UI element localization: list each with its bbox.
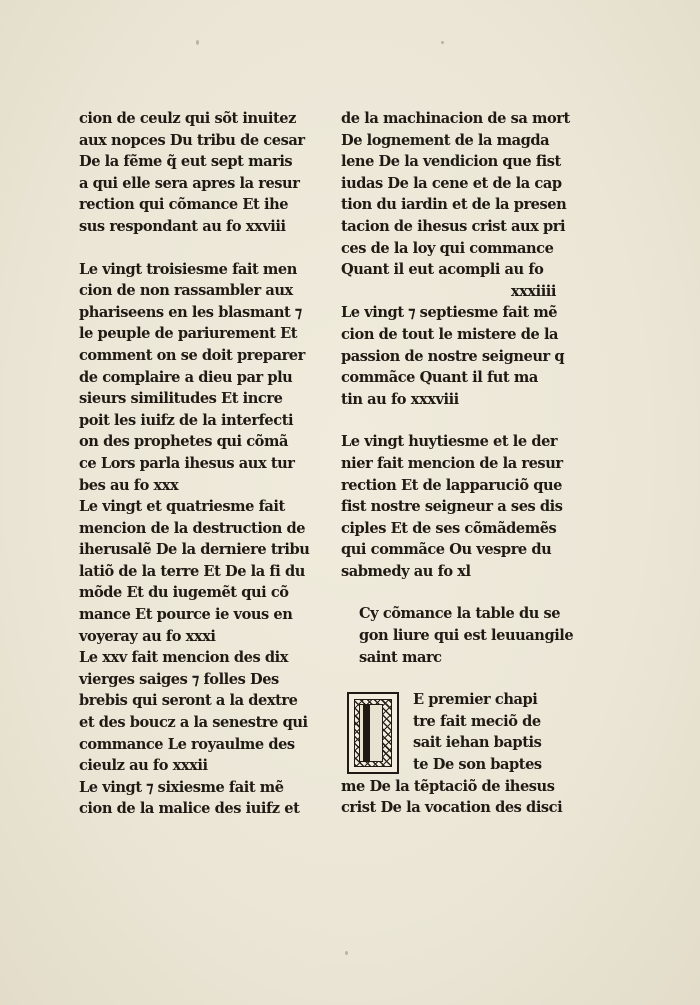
text-line: ce Lors parla ihesus aux tur	[79, 454, 295, 472]
text-line: phariseens en les blasmant ⁊	[79, 303, 302, 321]
text-paragraph	[79, 108, 305, 238]
text-line: cion de ceulz qui sõt inuitez	[79, 110, 296, 127]
paper-speck	[441, 41, 444, 44]
text-line: sabmedy au fo xl	[341, 562, 471, 580]
text-paragraph	[341, 108, 570, 410]
text-line: sait iehan baptis	[413, 734, 542, 752]
paper-speck	[345, 951, 348, 955]
text-line: me De la tẽptaciõ de ihesus	[341, 777, 555, 795]
text-line: crist De la vocation des disci	[341, 799, 563, 817]
text-line: tin au fo xxxviii	[341, 390, 459, 408]
text-line: rection Et de lapparuciõ que	[341, 476, 562, 494]
section-heading	[341, 603, 574, 668]
text-line: brebis qui seront a la dextre	[79, 692, 298, 710]
paper-speck	[196, 40, 199, 45]
text-line: cieulz au fo xxxii	[79, 757, 208, 775]
text-line: saint marc	[359, 648, 442, 666]
text-line: le peuple de pariurement Et	[79, 325, 298, 343]
text-line: mance Et pource ie vous en	[79, 606, 293, 624]
text-line: de la machinacion de sa mort	[341, 110, 570, 127]
text-line: qui commãce Ou vespre du	[341, 541, 552, 559]
text-line: cion de la malice des iuifz et	[79, 800, 300, 818]
text-line: rection qui cõmance Et ihe	[79, 196, 289, 214]
text-line: te De son baptes	[413, 756, 542, 774]
text-line: on des prophetes qui cõmã	[79, 433, 288, 451]
left-text-column	[79, 108, 310, 820]
text-line: tion du iardin et de la presen	[341, 196, 567, 214]
text-line: lene De la vendicion que fist	[341, 153, 561, 171]
text-line: sus respondant au fo xxviii	[79, 217, 286, 235]
text-line: latiõ de la terre Et De la fi du	[79, 562, 305, 580]
text-line: iherusalẽ De la derniere tribu	[79, 541, 310, 559]
text-line: Cy cõmance la table du se	[359, 605, 561, 623]
text-line: gon liure qui est leuuangile	[359, 627, 574, 645]
text-line: bes au fo xxx	[79, 476, 179, 494]
text-line: Quant il eut acompli au fo	[341, 261, 544, 279]
text-line: tre fait meciõ de	[413, 712, 541, 730]
text-paragraph	[79, 259, 310, 820]
text-line: Le vingt ⁊ septiesme fait mẽ	[341, 304, 558, 322]
text-line: Le vingt troisiesme fait men	[79, 260, 297, 278]
folio-reference: xxxiiii	[510, 282, 556, 300]
right-text-column	[341, 108, 574, 819]
text-line: a qui elle sera apres la resur	[79, 174, 300, 192]
text-line: commãce Quant il fut ma	[341, 369, 538, 387]
text-line: fist nostre seigneur a ses dis	[341, 498, 563, 516]
text-line: mencion de la destruction de	[79, 519, 306, 537]
text-line: cion de tout le mistere de la	[341, 325, 559, 343]
text-line: commance Le royaulme des	[79, 735, 295, 753]
text-line: De lognement de la magda	[341, 131, 550, 149]
text-line: sieurs similitudes Et incre	[79, 390, 283, 408]
text-line: mõde Et du iugemẽt qui cõ	[79, 584, 289, 602]
text-line: Le vingt huytiesme et le der	[341, 433, 558, 451]
decorated-initial-icon	[347, 692, 399, 774]
text-line: et des boucz a la senestre qui	[79, 714, 308, 732]
chapter-paragraph	[341, 689, 563, 819]
text-line: Le vingt ⁊ sixiesme fait mẽ	[79, 778, 284, 796]
text-line: ces de la loy qui commance	[341, 239, 554, 257]
text-line: voyeray au fo xxxi	[79, 627, 216, 645]
text-line: E premier chapi	[413, 691, 538, 709]
text-line: nier fait mencion de la resur	[341, 454, 563, 472]
text-line: comment on se doit preparer	[79, 346, 305, 364]
text-line: Le xxv fait mencion des dix	[79, 649, 288, 667]
text-line: de complaire a dieu par plu	[79, 368, 293, 386]
text-paragraph	[341, 431, 563, 582]
text-line: passion de nostre seigneur q	[341, 347, 565, 365]
text-line: poit les iuifz de la interfecti	[79, 411, 294, 429]
text-line: aux nopces Du tribu de cesar	[79, 131, 305, 149]
text-line: Le vingt et quatriesme fait	[79, 498, 285, 516]
text-line: vierges saiges ⁊ folles Des	[79, 670, 279, 688]
text-line: ciples Et de ses cõmãdemẽs	[341, 519, 557, 537]
text-line: iudas De la cene et de la cap	[341, 174, 562, 192]
text-line: De la fẽme q̃ eut sept maris	[79, 153, 293, 171]
text-line: cion de non rassambler aux	[79, 282, 293, 300]
text-line: tacion de ihesus crist aux pri	[341, 217, 566, 235]
